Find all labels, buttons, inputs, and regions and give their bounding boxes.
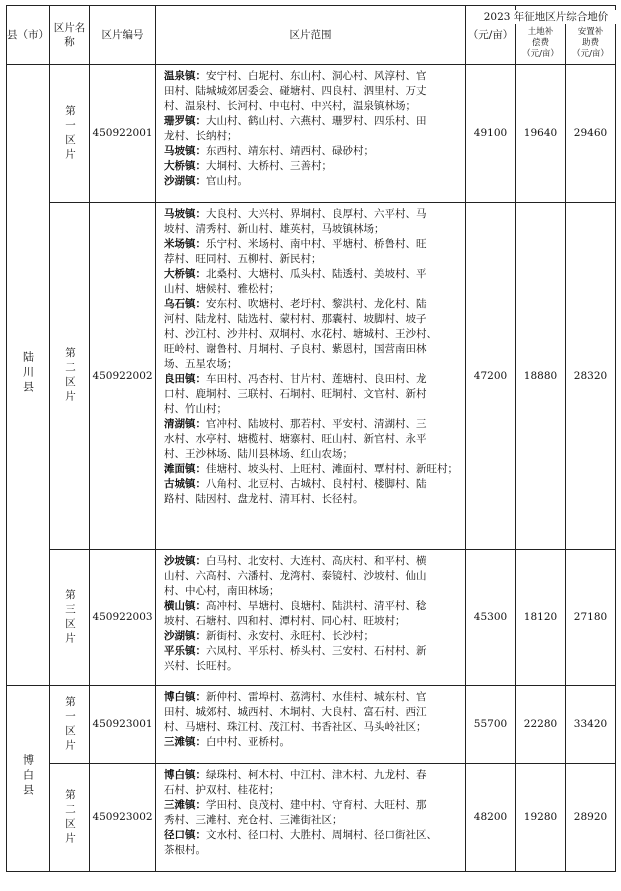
village-list: 官山村。	[206, 175, 248, 187]
zone-land-comp: 22280	[516, 686, 566, 764]
village-list: 绿珠村、柯木村、中江村、津木村、九龙村、春	[206, 769, 427, 781]
village-list: 河村、陆龙村、陆选村、蒙村村、那囊村、坡脚村、坡子	[164, 313, 427, 325]
village-list: 文水村、径口村、大胜村、周垌村、径口街社区、	[206, 829, 437, 841]
zone-scope	[156, 65, 466, 203]
scope-line	[164, 267, 461, 282]
county-name: 博白县	[21, 754, 35, 799]
scope-line	[164, 222, 461, 237]
village-list: 安宁村、白坭村、东山村、洞心村、风淳村、官	[206, 70, 427, 82]
village-list: 兴村、长旺村。	[164, 660, 238, 672]
header-land-comp	[516, 22, 566, 65]
county-cell	[7, 686, 50, 872]
header-price-group-text: 2023 年征地区片综合地价	[466, 10, 621, 24]
village-list: 新街村、永安村、永旺村、长沙村；	[206, 630, 374, 642]
village-list: 荐村、旺同村、五柳村、新民村；	[164, 253, 322, 265]
village-list: 白中村、亚桥村。	[206, 736, 290, 748]
zone-name: 第一区片	[64, 695, 76, 754]
town-name: 平乐镇：	[164, 645, 206, 657]
zone-land-comp: 18120	[516, 550, 566, 686]
zone-name-cell	[50, 550, 90, 686]
scope-line	[164, 492, 461, 507]
village-list: 东西村、靖东村、靖西村、碌砂村；	[206, 145, 374, 157]
village-list: 六凤村、平乐村、桥头村、三安村、石村村、新	[206, 645, 427, 657]
town-name: 乌石镇：	[164, 298, 206, 310]
village-list: 车田村、冯杏村、甘片村、莲塘村、良田村、龙	[206, 373, 427, 385]
scope-line	[164, 402, 461, 417]
village-list: 白马村、北安村、大连村、高庆村、和平村、横	[206, 555, 427, 567]
village-list: 龙村、长纳村；	[164, 130, 238, 142]
village-list: 口村、鹿垌村、三联村、石垌村、旺垌村、文官村、新村	[164, 388, 427, 400]
town-name: 珊罗镇：	[164, 115, 206, 127]
zone-name-cell	[50, 764, 90, 872]
village-list: 山村、六高村、六潘村、龙湾村、泰镜村、沙坡村、仙山	[164, 570, 427, 582]
zone-name: 第一区片	[64, 104, 76, 163]
scope-line	[164, 447, 461, 462]
scope-line	[164, 644, 461, 659]
village-list: 高冲村、旱塘村、良塘村、陆洪村、清平村、稔	[206, 600, 427, 612]
zone-scope	[156, 686, 466, 764]
zone-price: 48200	[466, 764, 516, 872]
scope-line	[164, 720, 461, 735]
scope-line	[164, 207, 461, 222]
table-row	[7, 65, 616, 203]
zone-land-comp: 19280	[516, 764, 566, 872]
header-scope: 区片范围	[156, 6, 466, 65]
scope-line	[164, 237, 461, 252]
scope-line	[164, 705, 461, 720]
scope-line	[164, 584, 461, 599]
town-name: 马坡镇：	[164, 145, 206, 157]
zone-name: 第二区片	[64, 347, 76, 405]
scope-line	[164, 174, 461, 189]
zone-name: 第二区片	[64, 788, 76, 847]
zone-resettle: 33420	[566, 686, 616, 764]
village-list: 学田村、良茂村、建中村、守育村、大旺村、那	[206, 799, 427, 811]
scope-line	[164, 599, 461, 614]
scope-line	[164, 843, 461, 858]
village-list: 秀村、三滩村、充仓村、三滩街社区；	[164, 814, 343, 826]
scope-line	[164, 159, 461, 174]
village-list: 官冲村、陆坡村、那若村、平安村、清湖村、三	[206, 418, 427, 430]
scope-line	[164, 768, 461, 783]
zone-name-cell	[50, 203, 90, 550]
header-resettle	[566, 22, 616, 65]
zone-price: 55700	[466, 686, 516, 764]
header-resettle-label: 安置补助费	[577, 26, 604, 48]
village-list: 村、王沙林场、陆川县林场、红山农场；	[164, 448, 353, 460]
zone-code: 450922003	[90, 550, 156, 686]
zone-code: 450922002	[90, 203, 156, 550]
town-name: 滩面镇：	[164, 463, 206, 475]
village-list: 八角村、北豆村、古城村、良村村、楼脚村、陆	[206, 478, 427, 490]
town-name: 马坡镇：	[164, 208, 206, 220]
village-list: 北桑村、大塘村、瓜头村、陆透村、美坡村、平	[206, 268, 427, 280]
town-name: 三滩镇：	[164, 736, 206, 748]
scope-line	[164, 342, 461, 357]
scope-line	[164, 735, 461, 750]
table-row	[7, 203, 616, 550]
scope-line	[164, 569, 461, 584]
village-list: 田村、陆城城郊居委会、碰塘村、四良村、泗里村、万丈	[164, 85, 427, 97]
scope-line	[164, 114, 461, 129]
town-name: 大桥镇：	[164, 160, 206, 172]
scope-line	[164, 798, 461, 813]
zone-price: 47200	[466, 203, 516, 550]
zone-resettle: 28320	[566, 203, 616, 550]
village-list: 场、五星农场；	[164, 358, 238, 370]
scope-line	[164, 282, 461, 297]
scope-line	[164, 659, 461, 674]
table-row	[7, 764, 616, 872]
zone-resettle: 27180	[566, 550, 616, 686]
header-zone-code: 区片编号	[90, 6, 156, 65]
town-name: 博白镇：	[164, 769, 206, 781]
header-land-comp-label: 土地补偿费	[527, 26, 554, 48]
scope-line	[164, 828, 461, 843]
town-name: 古城镇：	[164, 478, 206, 490]
zone-name-cell	[50, 65, 90, 203]
village-list: 坡村、清秀村、新山村、雄英村，马坡镇林场；	[164, 223, 385, 235]
scope-line	[164, 387, 461, 402]
village-list: 石村、护双村、桂花村；	[164, 784, 280, 796]
scope-line	[164, 462, 461, 477]
county-name: 陆川县	[21, 350, 35, 396]
village-list: 村、温泉村、长河村、中屯村、中兴村，温泉镇林场；	[164, 100, 416, 112]
zone-name-cell	[50, 686, 90, 764]
village-list: 村、马塘村、珠江村、茂江村、书香社区、马头岭社区；	[164, 721, 427, 733]
zone-price: 45300	[466, 550, 516, 686]
zone-scope	[156, 203, 466, 550]
header-land-comp-unit: （元/亩）	[522, 48, 559, 59]
scope-line	[164, 614, 461, 629]
scope-line	[164, 297, 461, 312]
village-list: 旺岭村、谢鲁村、月垌村、子良村、紫恩村，国营南田林	[164, 343, 427, 355]
scope-line	[164, 84, 461, 99]
scope-line	[164, 144, 461, 159]
zone-name: 第三区片	[64, 588, 76, 647]
town-name: 博白镇：	[164, 691, 206, 703]
scope-line	[164, 69, 461, 84]
scope-line	[164, 690, 461, 705]
scope-line	[164, 417, 461, 432]
village-list: 安东村、吹塘村、老圩村、黎洪村、龙化村、陆	[206, 298, 427, 310]
town-name: 沙湖镇：	[164, 175, 206, 187]
town-name: 清湖镇：	[164, 418, 206, 430]
town-name: 沙坡镇：	[164, 555, 206, 567]
table-row	[7, 686, 616, 764]
village-list: 大垌村、大桥村、三善村；	[206, 160, 332, 172]
village-list: 坡村、石塘村、四和村、潭村村、同心村、旺坡村；	[164, 615, 406, 627]
town-name: 沙湖镇：	[164, 630, 206, 642]
land-price-table	[6, 5, 616, 872]
zone-resettle: 29460	[566, 65, 616, 203]
village-list: 乐宁村、米场村、南中村、平塘村、桥鲁村、旺	[206, 238, 427, 250]
scope-line	[164, 312, 461, 327]
village-list: 佳塘村、坡头村、上旺村、滩面村、覃村村、新旺村；	[206, 463, 458, 475]
scope-line	[164, 357, 461, 372]
town-name: 径口镇：	[164, 829, 206, 841]
town-name: 大桥镇：	[164, 268, 206, 280]
scope-line	[164, 783, 461, 798]
scope-line	[164, 252, 461, 267]
village-list: 村、中心村，南田林场；	[164, 585, 280, 597]
scope-line	[164, 372, 461, 387]
scope-line	[164, 554, 461, 569]
village-list: 村、沙江村、沙井村、双垌村、水花村、塘城村、王沙村、	[164, 328, 437, 340]
village-list: 大山村、鹤山村、六燕村、珊罗村、四乐村、田	[206, 115, 427, 127]
zone-scope	[156, 764, 466, 872]
header-price-unit: （元/亩）	[467, 29, 514, 41]
scope-line	[164, 432, 461, 447]
scope-line	[164, 477, 461, 492]
village-list: 大良村、大兴村、界垌村、良厚村、六平村、马	[206, 208, 427, 220]
town-name: 横山镇：	[164, 600, 206, 612]
zone-scope	[156, 550, 466, 686]
header-zone-name: 区片名称	[50, 6, 90, 65]
town-name: 三滩镇：	[164, 799, 206, 811]
scope-line	[164, 99, 461, 114]
village-list: 田村、城郊村、城西村、木垌村、大良村、富石村、西江	[164, 706, 427, 718]
zone-code: 450923002	[90, 764, 156, 872]
village-list: 茶根村。	[164, 844, 206, 856]
town-name: 米场镇：	[164, 238, 206, 250]
village-list: 路村、陆因村、盘龙村、清耳村、长径村。	[164, 493, 364, 505]
header-county: 县（市）	[7, 6, 50, 65]
zone-resettle: 28920	[566, 764, 616, 872]
zone-code: 450922001	[90, 65, 156, 203]
scope-line	[164, 629, 461, 644]
town-name: 温泉镇：	[164, 70, 206, 82]
scope-line	[164, 129, 461, 144]
table-row	[7, 550, 616, 686]
village-list: 村、竹山村；	[164, 403, 227, 415]
zone-code: 450923001	[90, 686, 156, 764]
zone-price: 49100	[466, 65, 516, 203]
village-list: 水村、水亭村、塘榄村、塘寨村、旺山村、新官村、永平	[164, 433, 427, 445]
header-resettle-unit: （元/亩）	[572, 48, 609, 59]
village-list: 新仲村、雷埠村、荔湾村、水佳村、城东村、官	[206, 691, 427, 703]
town-name: 良田镇：	[164, 373, 206, 385]
scope-line	[164, 813, 461, 828]
scope-line	[164, 327, 461, 342]
village-list: 山村、塘候村、雅松村；	[164, 283, 280, 295]
county-cell	[7, 65, 50, 686]
zone-land-comp: 18880	[516, 203, 566, 550]
zone-land-comp: 19640	[516, 65, 566, 203]
